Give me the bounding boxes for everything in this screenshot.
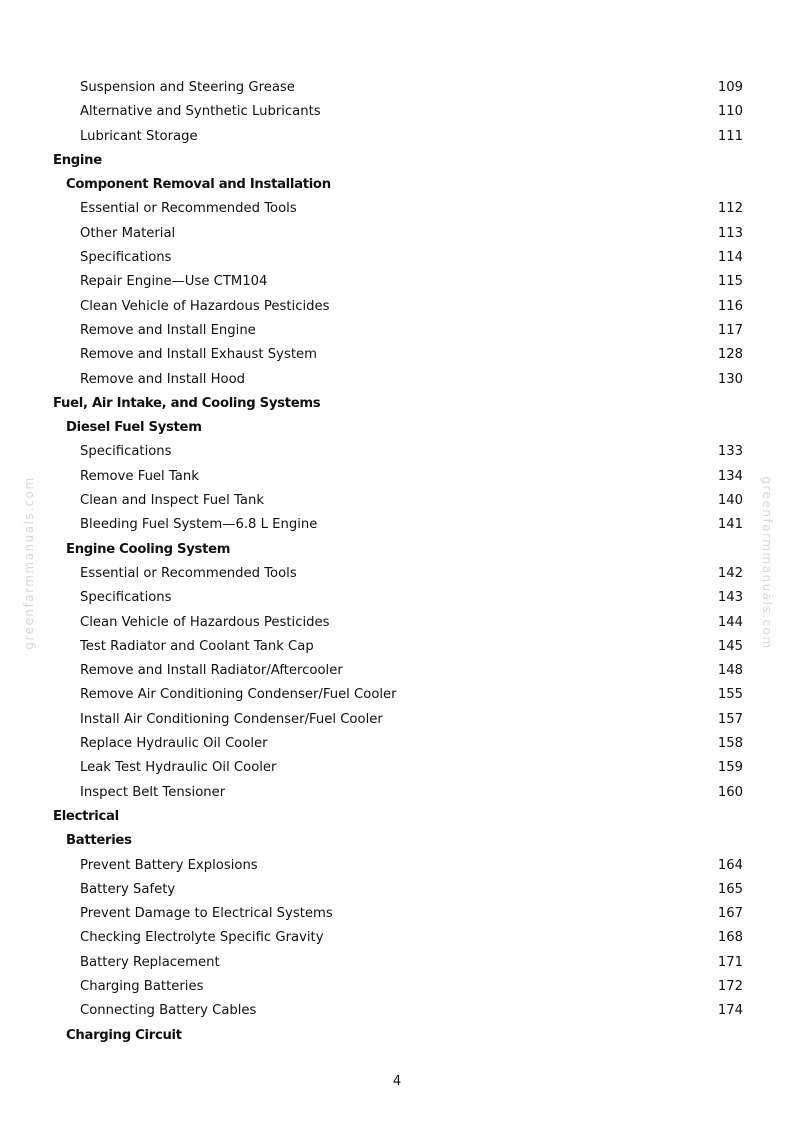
toc-entry-title: Diesel Fuel System: [66, 420, 202, 436]
toc-entry-title: Suspension and Steering Grease: [80, 80, 295, 95]
toc-entry-title: Clean Vehicle of Hazardous Pesticides: [80, 298, 330, 314]
toc-entry[interactable]: [53, 854, 743, 878]
watermark-right: greenfarmmanuals.com: [760, 476, 774, 650]
toc-entry-page-number: 174: [717, 1003, 743, 1019]
toc-subsection-heading: [53, 416, 743, 440]
toc-entry-page-number: 133: [717, 444, 743, 460]
toc-entry-title: Prevent Damage to Electrical Systems: [80, 906, 333, 922]
toc-entry-title: Prevent Battery Explosions: [80, 857, 258, 873]
toc-entry-title: Other Material: [80, 225, 176, 241]
toc-entry-page-number: [703, 829, 743, 853]
toc-entry-page-number: 145: [717, 638, 743, 654]
toc-entry-page-number: 164: [717, 857, 743, 873]
toc-entry[interactable]: [53, 708, 743, 732]
toc-entry[interactable]: [53, 999, 743, 1023]
toc-entry-page-number: 140: [717, 493, 743, 509]
toc-entry[interactable]: [53, 756, 743, 780]
toc-entry-title: Battery Replacement: [80, 954, 220, 970]
toc-entry-title: Component Removal and Installation: [66, 177, 331, 193]
toc-entry-title: Lubricant Storage: [80, 128, 198, 144]
toc-section-heading: [53, 149, 743, 173]
toc-entry-title: Electrical: [53, 808, 119, 824]
toc-entry-title: Bleeding Fuel System—6.8 L Engine: [80, 517, 318, 533]
toc-entry-title: Engine: [53, 152, 102, 168]
toc-entry-title: Clean Vehicle of Hazardous Pesticides: [80, 614, 330, 630]
toc-entry-page-number: 167: [717, 906, 743, 922]
toc-entry-page-number: [703, 538, 743, 562]
toc-entry[interactable]: [53, 76, 743, 100]
toc-entry[interactable]: [53, 343, 743, 367]
toc-entry-title: Clean and Inspect Fuel Tank: [80, 493, 264, 509]
toc-subsection-heading: [53, 173, 743, 197]
toc-entry-title: Fuel, Air Intake, and Cooling Systems: [53, 395, 321, 411]
toc-entry-page-number: 113: [717, 225, 743, 241]
toc-entry-page-number: 157: [717, 711, 743, 727]
toc-entry[interactable]: [53, 513, 743, 537]
toc-entry[interactable]: [53, 270, 743, 294]
toc-entry-title: Charging Circuit: [66, 1027, 182, 1043]
toc-entry-page-number: 114: [717, 250, 743, 266]
toc-entry-page-number: 158: [717, 736, 743, 752]
toc-entry[interactable]: [53, 611, 743, 635]
toc-entry-title: Leak Test Hydraulic Oil Cooler: [80, 760, 277, 776]
toc-entry-title: Connecting Battery Cables: [80, 1003, 257, 1019]
toc-subsection-heading: [53, 538, 743, 562]
toc-entry-title: Test Radiator and Coolant Tank Cap: [80, 638, 314, 654]
toc-entry[interactable]: [53, 659, 743, 683]
toc-entry[interactable]: [53, 902, 743, 926]
toc-entry-page-number: [703, 173, 743, 197]
toc-entry[interactable]: [53, 197, 743, 221]
toc-entry-page-number: 171: [717, 954, 743, 970]
toc-subsection-heading: [53, 1024, 743, 1048]
toc-entry-page-number: 111: [717, 128, 743, 144]
toc-entry-title: Remove and Install Hood: [80, 371, 246, 387]
toc-entry-page-number: 148: [717, 663, 743, 679]
toc-entry[interactable]: [53, 295, 743, 319]
toc-section-heading: [53, 805, 743, 829]
toc-entry-title: Specifications: [80, 250, 172, 266]
toc-entry[interactable]: [53, 878, 743, 902]
toc-entry-page-number: [703, 149, 743, 173]
toc-entry-page-number: 155: [717, 687, 743, 703]
toc-entry-title: Inspect Belt Tensioner: [80, 784, 226, 800]
toc-entry[interactable]: [53, 683, 743, 707]
toc-entry-title: Essential or Recommended Tools: [80, 565, 297, 581]
toc-entry-title: Specifications: [80, 590, 172, 606]
toc-entry[interactable]: [53, 465, 743, 489]
toc-entry-title: Remove and Install Exhaust System: [80, 347, 317, 363]
toc-entry-title: Remove and Install Engine: [80, 322, 256, 338]
toc-section-heading: [53, 392, 743, 416]
toc-subsection-heading: [53, 829, 743, 853]
toc-entry-page-number: 141: [717, 517, 743, 533]
toc-entry-title: Repair Engine—Use CTM104: [80, 274, 268, 290]
toc-entry-page-number: 143: [717, 590, 743, 606]
toc-entry-title: Checking Electrolyte Specific Gravity: [80, 930, 324, 946]
toc-entry-title: Specifications: [80, 444, 172, 460]
page-number: 4: [392, 1074, 402, 1089]
toc-entry-title: Alternative and Synthetic Lubricants: [80, 104, 321, 120]
toc-entry-title: Replace Hydraulic Oil Cooler: [80, 736, 268, 752]
toc-entry[interactable]: [53, 975, 743, 999]
toc-entry-page-number: 110: [717, 104, 743, 120]
toc-entry[interactable]: [53, 586, 743, 610]
toc-entry-page-number: 116: [717, 298, 743, 314]
toc-entry[interactable]: [53, 440, 743, 464]
toc-entry-title: Install Air Conditioning Condenser/Fuel Cooler: [80, 711, 383, 727]
toc-entry-title: Batteries: [66, 833, 132, 849]
toc-entry-page-number: 168: [717, 930, 743, 946]
table-of-contents: [53, 76, 743, 1048]
toc-entry-page-number: 134: [717, 468, 743, 484]
toc-entry-page-number: 160: [717, 784, 743, 800]
toc-entry[interactable]: [53, 635, 743, 659]
toc-entry-page-number: [703, 805, 743, 829]
toc-entry-title: Remove Air Conditioning Condenser/Fuel Cooler: [80, 687, 397, 703]
toc-entry[interactable]: [53, 732, 743, 756]
toc-entry-title: Charging Batteries: [80, 978, 204, 994]
toc-entry[interactable]: [53, 368, 743, 392]
toc-entry-page-number: 142: [717, 565, 743, 581]
toc-entry-page-number: [703, 1024, 743, 1048]
toc-entry-title: Battery Safety: [80, 881, 176, 897]
toc-entry-page-number: 159: [717, 760, 743, 776]
toc-entry-title: Essential or Recommended Tools: [80, 201, 297, 217]
toc-entry-page-number: 172: [717, 978, 743, 994]
toc-entry-title: Remove Fuel Tank: [80, 468, 199, 484]
toc-entry[interactable]: [53, 100, 743, 124]
toc-entry-page-number: 130: [717, 371, 743, 387]
toc-entry-page-number: 117: [717, 322, 743, 338]
toc-entry-page-number: 115: [717, 274, 743, 290]
toc-entry-title: Remove and Install Radiator/Aftercooler: [80, 663, 343, 679]
toc-entry-page-number: 144: [717, 614, 743, 630]
toc-entry[interactable]: [53, 125, 743, 149]
toc-entry[interactable]: [53, 926, 743, 950]
toc-entry[interactable]: [53, 562, 743, 586]
toc-entry[interactable]: [53, 246, 743, 270]
toc-entry[interactable]: [53, 489, 743, 513]
toc-entry[interactable]: [53, 951, 743, 975]
toc-entry[interactable]: [53, 222, 743, 246]
toc-entry-page-number: [703, 416, 743, 440]
watermark-left: greenfarmmanuals.com: [22, 476, 36, 650]
toc-entry-page-number: 128: [717, 347, 743, 363]
toc-entry-title: Engine Cooling System: [66, 541, 231, 557]
toc-entry-page-number: 165: [717, 881, 743, 897]
toc-entry-page-number: 109: [717, 80, 743, 95]
toc-entry-page-number: [703, 392, 743, 416]
toc-entry[interactable]: [53, 781, 743, 805]
toc-entry[interactable]: [53, 319, 743, 343]
toc-entry-page-number: 112: [717, 201, 743, 217]
